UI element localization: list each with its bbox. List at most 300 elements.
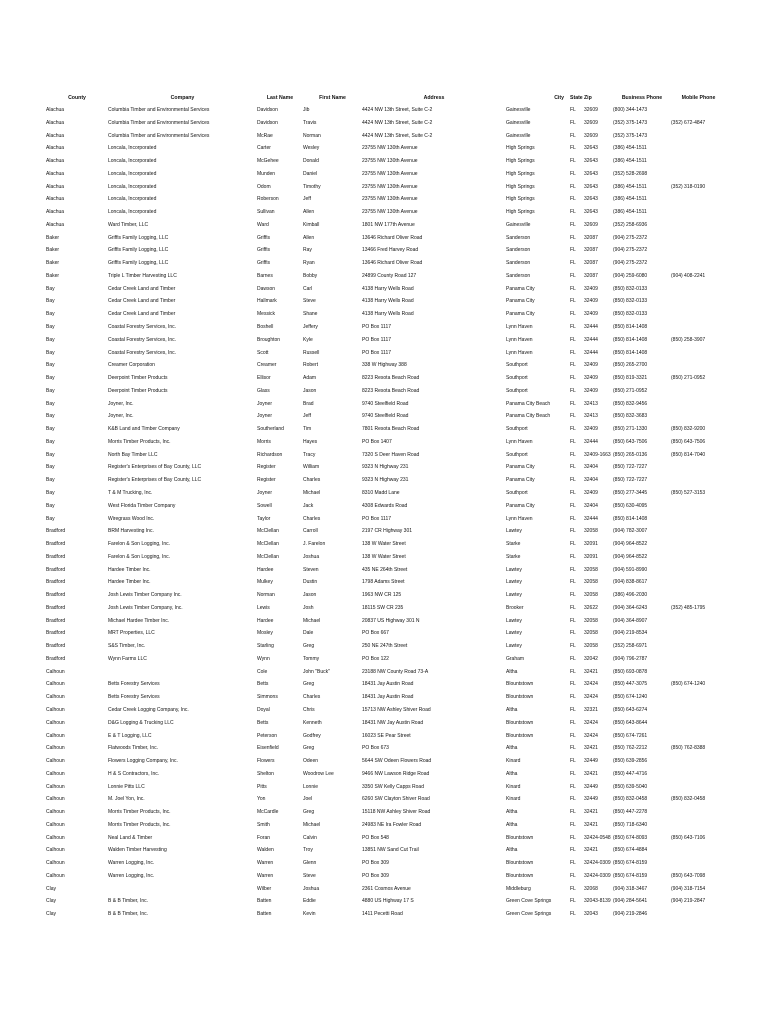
mobile-phone-cell — [671, 691, 726, 704]
county-cell: Bay — [46, 502, 55, 509]
last-name-cell: Griffis — [257, 247, 270, 254]
city-cell: Gainesville — [506, 132, 531, 139]
company-cell: Josh Lewis Timber Company, Inc. — [108, 604, 183, 611]
city-cell: Blountstown — [506, 719, 534, 726]
mobile-phone-cell — [671, 653, 726, 666]
first-name-cell: Jeff — [303, 413, 311, 420]
zip-cell: 32413 — [584, 413, 598, 420]
business-phone-cell: (850) 814-1408 — [613, 349, 648, 356]
first-name-cell: Jason — [303, 592, 317, 599]
mobile-phone-cell — [671, 104, 726, 117]
city-cell: Lawtey — [506, 579, 522, 586]
address-cell: 23755 NW 130th Avenue — [362, 145, 418, 152]
table-row — [46, 678, 726, 691]
address-cell: 15713 NW Ashley Shiver Road — [362, 706, 431, 713]
county-cell: Bradford — [46, 541, 66, 548]
company-cell: Columbia Timber and Environmental Services — [108, 132, 210, 139]
state-cell: FL — [570, 247, 576, 254]
county-cell: Calhoun — [46, 796, 65, 803]
address-cell: 23188 NW County Road 73-A — [362, 668, 429, 675]
zip-cell: 32058 — [584, 617, 598, 624]
address-cell: PO Box 673 — [362, 745, 389, 752]
first-name-cell: Jason — [303, 387, 317, 394]
address-cell: 18431 Jay Austin Road — [362, 694, 414, 701]
company-cell: West Florida Timber Company — [108, 502, 176, 509]
address-cell: 5644 SW Odeen Flowers Road — [362, 758, 432, 765]
last-name-cell: Scott — [257, 349, 269, 356]
table-row — [46, 908, 726, 921]
state-cell: FL — [570, 553, 576, 560]
state-cell: FL — [570, 413, 576, 420]
company-cell: Cedar Creek Land and Timber — [108, 311, 176, 318]
county-cell: Bay — [46, 489, 55, 496]
zip-cell: 32424 — [584, 681, 598, 688]
address-cell: 13466 Fred Harvey Road — [362, 247, 419, 254]
company-cell: Flowers Logging Company, Inc. — [108, 758, 178, 765]
company-cell: Warren Logging, Inc. — [108, 872, 155, 879]
last-name-cell: Mulkey — [257, 579, 273, 586]
last-name-cell: Norman — [257, 592, 275, 599]
address-cell: PO Box 667 — [362, 630, 389, 637]
company-cell: Cedar Creek Logging Company, Inc. — [108, 706, 189, 713]
city-cell: Altha — [506, 847, 518, 854]
zip-cell: 32043-8139 — [584, 898, 611, 905]
table-row — [46, 232, 726, 245]
table-row — [46, 615, 726, 628]
state-cell: FL — [570, 834, 576, 841]
business-phone-cell: (850) 639-5040 — [613, 783, 648, 790]
mobile-phone-cell — [671, 844, 726, 857]
address-cell: PO Box 1117 — [362, 336, 391, 343]
company-cell: Loncala, Incorporated — [108, 183, 157, 190]
state-cell: FL — [570, 898, 576, 905]
last-name-cell: Yon — [257, 796, 266, 803]
company-cell: Josh Lewis Timber Company Inc. — [108, 592, 182, 599]
mobile-phone-cell — [671, 576, 726, 589]
table-row — [46, 334, 726, 347]
zip-cell: 32622 — [584, 604, 598, 611]
address-cell: 15118 NW Ashley Shiver Road — [362, 809, 431, 816]
mobile-phone-cell — [671, 219, 726, 232]
address-cell: 138 W Water Street — [362, 553, 406, 560]
county-cell: Calhoun — [46, 745, 65, 752]
mobile-phone-cell — [671, 640, 726, 653]
city-cell: Panama City Beach — [506, 400, 551, 407]
first-name-cell: Tim — [303, 426, 312, 433]
city-cell: Lawtey — [506, 617, 522, 624]
state-cell: FL — [570, 209, 576, 216]
city-cell: Sanderson — [506, 260, 531, 267]
first-name-cell: Greg — [303, 643, 315, 650]
zip-cell: 32424 — [584, 732, 598, 739]
state-cell: FL — [570, 745, 576, 752]
state-cell: FL — [570, 234, 576, 241]
business-phone-cell: (904) 591-8990 — [613, 566, 648, 573]
mobile-phone-cell: (850) 643-7106 — [671, 834, 706, 841]
zip-cell: 32409-1663 — [584, 451, 611, 458]
first-name-cell: Woodrow Lee — [303, 770, 334, 777]
county-cell: Bay — [46, 362, 55, 369]
state-cell: FL — [570, 464, 576, 471]
state-cell: FL — [570, 566, 576, 573]
company-cell: Betts Forestry Services — [108, 681, 160, 688]
mobile-phone-cell — [671, 717, 726, 730]
last-name-cell: Cole — [257, 668, 268, 675]
table-row — [46, 538, 726, 551]
address-cell: 4138 Harry Wells Road — [362, 298, 414, 305]
city-cell: High Springs — [506, 145, 535, 152]
mobile-phone-cell: (850) 814-7040 — [671, 451, 706, 458]
mobile-phone-cell — [671, 538, 726, 551]
first-name-cell: Greg — [303, 809, 315, 816]
address-cell: 250 NE 247th Street — [362, 643, 408, 650]
last-name-cell: Flowers — [257, 758, 275, 765]
mobile-phone-cell — [671, 806, 726, 819]
business-phone-cell: (386) 454-1511 — [613, 183, 647, 190]
company-cell: Griffis Family Logging, LLC — [108, 260, 169, 267]
table-row — [46, 895, 726, 908]
county-cell: Bradford — [46, 528, 66, 535]
business-phone-cell: (850) 762-2212 — [613, 745, 648, 752]
first-name-cell: Kenneth — [303, 719, 322, 726]
company-cell: Hardee Timber Inc. — [108, 579, 151, 586]
mobile-phone-cell: (850) 832-0458 — [671, 796, 706, 803]
last-name-cell: Southerland — [257, 426, 284, 433]
mobile-phone-cell — [671, 359, 726, 372]
city-cell: Panama City — [506, 298, 535, 305]
first-name-cell: Joshua — [303, 553, 320, 560]
last-name-cell: Munden — [257, 170, 276, 177]
mobile-phone-cell — [671, 525, 726, 538]
company-cell: Griffis Family Logging, LLC — [108, 234, 169, 241]
first-name-cell: Steve — [303, 872, 316, 879]
company-cell: H & S Contractors, Inc. — [108, 770, 160, 777]
company-cell: Michael Hardee Timber Inc. — [108, 617, 170, 624]
county-cell: Bay — [46, 336, 55, 343]
company-cell: T & M Trucking, Inc. — [108, 489, 153, 496]
table-row — [46, 193, 726, 206]
column-header-mobile-phone: Mobile Phone — [681, 95, 716, 101]
address-cell: 7320 S Deer Haven Road — [362, 451, 420, 458]
zip-cell: 32087 — [584, 260, 598, 267]
first-name-cell: Robert — [303, 362, 319, 369]
zip-cell: 32404 — [584, 477, 598, 484]
last-name-cell: McClellan — [257, 553, 279, 560]
table-row — [46, 372, 726, 385]
county-cell: Calhoun — [46, 681, 65, 688]
zip-cell: 32421 — [584, 809, 598, 816]
city-cell: Lynn Haven — [506, 336, 533, 343]
state-cell: FL — [570, 400, 576, 407]
state-cell: FL — [570, 668, 576, 675]
zip-cell: 32087 — [584, 234, 598, 241]
company-cell: Coastal Forestry Services, Inc. — [108, 349, 177, 356]
table-row — [46, 398, 726, 411]
first-name-cell: Bobby — [303, 272, 318, 279]
zip-cell: 32409 — [584, 362, 598, 369]
state-cell: FL — [570, 183, 576, 190]
business-phone-cell: (850) 832-0458 — [613, 796, 648, 803]
address-cell: 3350 SW Kelly Capps Road — [362, 783, 424, 790]
zip-cell: 32068 — [584, 885, 598, 892]
city-cell: Lawtey — [506, 592, 522, 599]
company-cell: Loncala, Incorporated — [108, 170, 157, 177]
table-row — [46, 461, 726, 474]
county-cell: Alachua — [46, 119, 65, 126]
zip-cell: 32444 — [584, 438, 598, 445]
last-name-cell: Creamer — [257, 362, 277, 369]
business-phone-cell: (904) 318-3467 — [613, 885, 648, 892]
city-cell: Kinard — [506, 796, 521, 803]
business-phone-cell: (850) 814-1408 — [613, 515, 648, 522]
last-name-cell: Pitts — [257, 783, 267, 790]
first-name-cell: Steven — [303, 566, 319, 573]
county-cell: Bay — [46, 324, 55, 331]
last-name-cell: Roberson — [257, 196, 279, 203]
mobile-phone-cell — [671, 206, 726, 219]
county-cell: Baker — [46, 272, 60, 279]
mobile-phone-cell — [671, 704, 726, 717]
zip-cell: 32087 — [584, 247, 598, 254]
mobile-phone-cell — [671, 244, 726, 257]
state-cell: FL — [570, 681, 576, 688]
city-cell: Southport — [506, 426, 528, 433]
zip-cell: 32421 — [584, 668, 598, 675]
business-phone-cell: (904) 782-3007 — [613, 528, 648, 535]
zip-cell: 32424 — [584, 694, 598, 701]
company-cell: Triple L Timber Harvesting LLC — [108, 272, 177, 279]
zip-cell: 32421 — [584, 770, 598, 777]
last-name-cell: Glass — [257, 387, 270, 394]
state-cell: FL — [570, 311, 576, 318]
address-cell: 18431 Jay Austin Road — [362, 681, 414, 688]
city-cell: High Springs — [506, 209, 535, 216]
zip-cell: 32449 — [584, 758, 598, 765]
first-name-cell: Allen — [303, 234, 315, 241]
state-cell: FL — [570, 260, 576, 267]
address-cell: 9323 N Highway 231 — [362, 477, 409, 484]
company-cell: Loncala, Incorporated — [108, 196, 157, 203]
company-cell: Lonnie Pitts LLC — [108, 783, 145, 790]
mobile-phone-cell: (352) 672-4847 — [671, 119, 706, 126]
mobile-phone-cell — [671, 857, 726, 870]
city-cell: Green Cove Springs — [506, 898, 552, 905]
last-name-cell: Peterson — [257, 732, 278, 739]
state-cell: FL — [570, 694, 576, 701]
city-cell: Sanderson — [506, 272, 531, 279]
zip-cell: 32404 — [584, 502, 598, 509]
zip-cell: 32444 — [584, 349, 598, 356]
city-cell: Lawtey — [506, 528, 522, 535]
business-phone-cell: (386) 454-1511 — [613, 196, 647, 203]
table-row — [46, 130, 726, 143]
city-cell: Lawtey — [506, 630, 522, 637]
business-phone-cell: (850) 674-1240 — [613, 694, 648, 701]
business-phone-cell: (352) 258-6936 — [613, 221, 648, 228]
city-cell: Lynn Haven — [506, 438, 533, 445]
last-name-cell: Odom — [257, 183, 271, 190]
zip-cell: 32643 — [584, 145, 598, 152]
table-row — [46, 551, 726, 564]
business-phone-cell: (352) 528-2698 — [613, 170, 648, 177]
address-cell: 4308 Edwards Road — [362, 502, 408, 509]
zip-cell: 32404 — [584, 464, 598, 471]
state-cell: FL — [570, 107, 576, 113]
mobile-phone-cell — [671, 410, 726, 423]
zip-cell: 32609 — [584, 221, 598, 228]
business-phone-cell: (904) 838-8617 — [613, 579, 648, 586]
first-name-cell: Allen — [303, 209, 315, 216]
business-phone-cell: (850) 447-3075 — [613, 681, 648, 688]
last-name-cell: Walden — [257, 847, 274, 854]
zip-cell: 32058 — [584, 643, 598, 650]
business-phone-cell: (800) 344-1473 — [613, 107, 648, 113]
business-phone-cell: (850) 832-3683 — [613, 413, 648, 420]
zip-cell: 32609 — [584, 107, 598, 113]
first-name-cell: Wesley — [303, 145, 320, 152]
column-header-business-phone: Business Phone — [621, 95, 663, 101]
zip-cell: 32087 — [584, 272, 598, 279]
state-cell: FL — [570, 515, 576, 522]
last-name-cell: Messick — [257, 311, 276, 318]
county-cell: Bay — [46, 285, 55, 292]
business-phone-cell: (386) 496-2030 — [613, 592, 648, 599]
mobile-phone-cell — [671, 564, 726, 577]
state-cell: FL — [570, 592, 576, 599]
state-cell: FL — [570, 847, 576, 854]
first-name-cell: Shane — [303, 311, 318, 318]
business-phone-cell: (850) 639-2856 — [613, 758, 648, 765]
first-name-cell: Joel — [303, 796, 313, 803]
company-cell: Coastal Forestry Services, Inc. — [108, 324, 177, 331]
zip-cell: 32421 — [584, 821, 598, 828]
city-cell: Gainesville — [506, 107, 531, 113]
state-cell: FL — [570, 655, 576, 662]
table-row — [46, 449, 726, 462]
mobile-phone-cell: (850) 674-1240 — [671, 681, 706, 688]
company-cell: Joyner, Inc. — [108, 400, 134, 407]
zip-cell: 32643 — [584, 209, 598, 216]
first-name-cell: Charles — [303, 477, 321, 484]
last-name-cell: Morris — [257, 438, 271, 445]
first-name-cell: Michael — [303, 489, 321, 496]
county-cell: Alachua — [46, 196, 65, 203]
business-phone-cell: (904) 259-6080 — [613, 272, 648, 279]
mobile-phone-cell: (352) 485-1795 — [671, 604, 706, 611]
mobile-phone-cell — [671, 155, 726, 168]
state-cell: FL — [570, 579, 576, 586]
first-name-cell: Glenn — [303, 860, 317, 867]
last-name-cell: Doyal — [257, 706, 270, 713]
company-cell: Neal Land & Timber — [108, 834, 153, 841]
table-row — [46, 257, 726, 270]
county-cell: Alachua — [46, 145, 65, 152]
city-cell: Lawtey — [506, 643, 522, 650]
last-name-cell: Starling — [257, 643, 274, 650]
zip-cell: 32409 — [584, 285, 598, 292]
table-row — [46, 104, 726, 117]
mobile-phone-cell: (850) 271-0952 — [671, 375, 706, 382]
table-row — [46, 870, 726, 883]
business-phone-cell: (850) 814-1408 — [613, 336, 648, 343]
company-cell: Betts Forestry Services — [108, 694, 160, 701]
zip-cell: 32091 — [584, 553, 598, 560]
first-name-cell: Joshua — [303, 885, 320, 892]
business-phone-cell: (352) 375-1473 — [613, 119, 648, 126]
city-cell: Lynn Haven — [506, 324, 533, 331]
last-name-cell: Eisenfield — [257, 745, 279, 752]
city-cell: Starke — [506, 541, 521, 548]
last-name-cell: Smith — [257, 821, 270, 828]
company-cell: K&B Land and Timber Company — [108, 426, 180, 433]
company-cell — [108, 883, 257, 896]
zip-cell: 32424-0548 — [584, 834, 611, 841]
business-phone-cell: (850) 643-7506 — [613, 438, 648, 445]
address-cell: 4138 Harry Wells Road — [362, 285, 414, 292]
table-row — [46, 730, 726, 743]
last-name-cell: Carter — [257, 145, 271, 152]
table-row — [46, 359, 726, 372]
table-row — [46, 793, 726, 806]
city-cell: Altha — [506, 821, 518, 828]
first-name-cell: Russell — [303, 349, 320, 356]
last-name-cell: McGehee — [257, 158, 279, 165]
address-cell: 24983 NE Ira Fowler Road — [362, 821, 422, 828]
mobile-phone-cell — [671, 142, 726, 155]
last-name-cell: Broughton — [257, 336, 281, 343]
state-cell: FL — [570, 758, 576, 765]
state-cell: FL — [570, 426, 576, 433]
zip-cell: 32449 — [584, 796, 598, 803]
first-name-cell: Timothy — [303, 183, 321, 190]
last-name-cell: Joyner — [257, 400, 273, 407]
county-cell: Calhoun — [46, 809, 65, 816]
last-name-cell: Joyner — [257, 413, 273, 420]
state-cell: FL — [570, 885, 576, 892]
last-name-cell: Ward — [257, 221, 269, 228]
address-cell: 1798 Adams Street — [362, 579, 405, 586]
company-cell: M. Joel Yon, Inc. — [108, 796, 145, 803]
county-cell: Alachua — [46, 183, 65, 190]
county-cell: Bradford — [46, 617, 66, 624]
state-cell: FL — [570, 477, 576, 484]
first-name-cell: J. Farelon — [303, 541, 326, 548]
table-row — [46, 142, 726, 155]
state-cell: FL — [570, 438, 576, 445]
county-cell: Bay — [46, 413, 55, 420]
city-cell: Altha — [506, 668, 518, 675]
business-phone-cell: (850) 447-2278 — [613, 809, 648, 816]
first-name-cell: Daniel — [303, 170, 318, 177]
zip-cell: 32409 — [584, 489, 598, 496]
zip-cell: 32421 — [584, 745, 598, 752]
business-phone-cell: (850) 814-1408 — [613, 324, 648, 331]
state-cell: FL — [570, 770, 576, 777]
first-name-cell: Jeffery — [303, 324, 318, 331]
address-cell: 2361 Cosmos Avenue — [362, 885, 411, 892]
mobile-phone-cell: (904) 219-2847 — [671, 898, 706, 905]
table-row — [46, 857, 726, 870]
mobile-phone-cell — [671, 168, 726, 181]
column-header-address: Address — [423, 95, 445, 101]
county-cell: Bay — [46, 298, 55, 305]
county-cell: Bay — [46, 400, 55, 407]
company-cell: Register's Enterprises of Bay County, LLC — [108, 464, 202, 471]
mobile-phone-cell: (850) 258-3907 — [671, 336, 706, 343]
mobile-phone-cell — [671, 781, 726, 794]
last-name-cell: Warren — [257, 860, 274, 867]
county-cell: Calhoun — [46, 860, 65, 867]
